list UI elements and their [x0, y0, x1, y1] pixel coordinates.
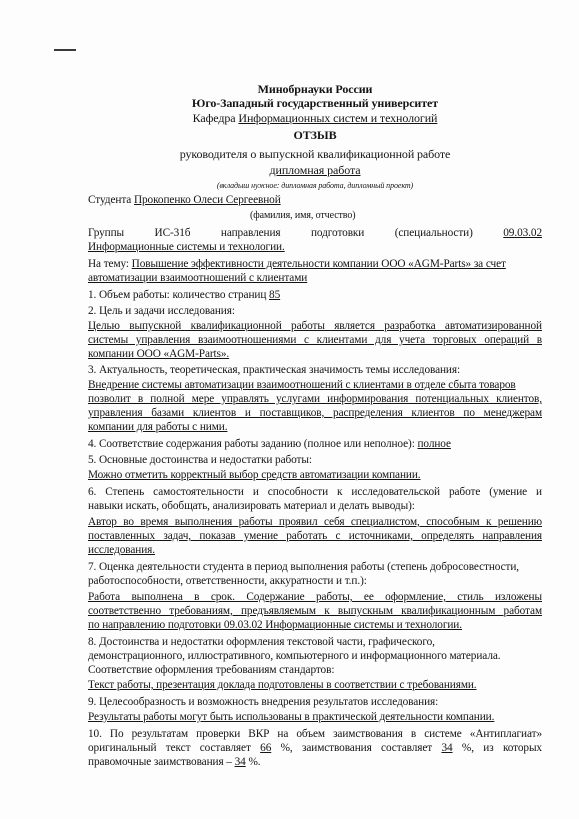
ministry-heading: Минобрнауки России [257, 83, 373, 96]
item-5-label: 5. Основные достоинства и недостатки работы: [88, 454, 312, 466]
item-6-answer-1: Автор во время выполнения работы проявил себя специалистом, способным к решению [88, 516, 542, 528]
topic-label: На тему: [88, 258, 129, 270]
item-8-label-2: демонстрационного, иллюстративного, компьютерного и информационного материала. [88, 650, 501, 662]
document-title: ОТЗЫВ [293, 129, 337, 142]
item-10-legit-label: правомочные заимствования – [88, 756, 232, 768]
item-4-label: 4. Соответствие содержания работы заданию (полное или неполное): [88, 438, 415, 450]
item-10-line-3 [88, 756, 542, 769]
direction-label: направления [220, 227, 281, 239]
topic-text-2: автоматизации взаимоотношений с клиентами [88, 272, 308, 284]
item-3-answer-3: управления базами клиентов и поставщиков, распределения клиентов по менеджерам [88, 407, 542, 419]
item-7-label-2: работоспособности, ответственности, аккуратности и т.п.): [88, 575, 367, 587]
item-2-answer-1: Целью выпускной квалификационной работы является разработка автоматизированной [88, 320, 542, 332]
item-3-answer-1: Внедрение системы автоматизации взаимоотношений с клиентами в отделе сбыта товаров [88, 379, 516, 391]
item-4-value: полное [417, 438, 451, 450]
item-9-label: 9. Целесообразность и возможность внедрения результатов исследования: [88, 696, 439, 708]
specialty-code: 09.03.02 [503, 227, 542, 239]
item-8-answer: Текст работы, презентация доклада подготовлены в соответствии с требованиями. [88, 679, 477, 691]
student-name: Прокопенко Олеси Сергеевной [133, 194, 281, 206]
group-label: Группы [88, 227, 125, 239]
item-10-tail: %, из которых [461, 742, 542, 754]
topic-text-1: Повышение эффективности деятельности компании ООО «AGM-Parts» за счет [131, 258, 506, 270]
item-6-label-2: навыки искать, обобщать, анализировать материал и делать выводы): [88, 500, 415, 512]
group-value: ИС-31б [154, 227, 191, 239]
document-subtitle: руководителя о выпускной квалификационной работе [179, 148, 451, 161]
training-label: подготовки [310, 227, 365, 239]
item-1-label: 1. Объем работы: количество страниц [88, 289, 267, 301]
original-percent: 66 [260, 742, 272, 754]
item-6-label-1: 6. Степень самостоятельности и способности к исследовательской работе (умение и [88, 486, 542, 498]
item-7-answer-1: Работа выполнена в срок. Содержание работы, ее оформление, стиль изложены [88, 591, 542, 603]
item-2-answer-2: системы управления взаимоотношениями с клиентами для учета торговых операций в [88, 334, 542, 346]
page-count: 85 [269, 289, 281, 301]
item-10-percent-sign: %. [248, 756, 261, 768]
item-10-borrow-label: %, заимствования составляет [280, 742, 433, 754]
item-5-answer: Можно отметить корректный выбор средств автоматизации компании. [88, 469, 421, 481]
specialty-name: Информационные системы и технологии. [88, 241, 285, 253]
item-7-answer-2: соответственно требованиям, предъявляемым к выпускным квалификационным работам [88, 605, 542, 617]
item-10-original-label: оригинальный текст составляет [88, 742, 251, 754]
item-3-label: 3. Актуальность, теоретическая, практическая значимость темы исследования: [88, 364, 461, 376]
item-1 [88, 289, 542, 302]
item-6-answer-2: поставленных задач, показав умение работать с источниками, определять направления [88, 530, 542, 542]
item-10-line-2 [88, 742, 542, 755]
item-7-label-1: 7. Оценка деятельности студента в период выполнения работы (степень добросовестности, [88, 561, 520, 573]
item-2-label: 2. Цель и задачи исследования: [88, 305, 235, 317]
item-4 [88, 438, 542, 451]
department-line [88, 112, 542, 125]
specialty-label: (специальности) [394, 227, 473, 239]
item-8-label-3: Соответствие оформления требованиям стандартов: [88, 664, 335, 676]
legit-percent: 34 [234, 756, 246, 768]
department-prefix: Кафедра [192, 112, 236, 125]
student-line [88, 194, 542, 207]
item-8-label-1: 8. Достоинства и недостатки оформления текстовой части, графического, [88, 636, 435, 648]
borrow-percent: 34 [441, 742, 453, 754]
item-3-answer-4: компании для работы с ними. [88, 421, 228, 433]
item-9-answer: Результаты работы могут быть использованы в практической деятельности компании. [88, 711, 495, 723]
department-name: Информационных систем и технологий [238, 112, 438, 125]
item-2-answer-3: компании ООО «AGM-Parts». [88, 348, 230, 360]
scan-mark [54, 49, 76, 51]
student-hint: (фамилия, имя, отчество) [250, 210, 356, 221]
group-line [88, 227, 542, 240]
university-heading: Юго-Западный государственный университет [191, 97, 439, 110]
work-type-hint: (вкладыш нужное: дипломная работа, дипломный проект) [216, 181, 414, 190]
work-type: дипломная работа [269, 164, 361, 177]
item-7-answer-3: по направлению подготовки 09.03.02 Информационные системы и технологии. [88, 619, 462, 631]
item-3-answer-2: позволит в полной мере управлять услугами информирования потенциальных клиентов, [88, 393, 542, 405]
item-10-line-1: 10. По результатам проверки ВКР на объем заимствования в системе «Антиплагиат» [88, 728, 542, 740]
item-6-answer-3: исследования. [88, 544, 155, 556]
topic-line-1 [88, 258, 542, 271]
student-label: Студента [88, 194, 132, 206]
